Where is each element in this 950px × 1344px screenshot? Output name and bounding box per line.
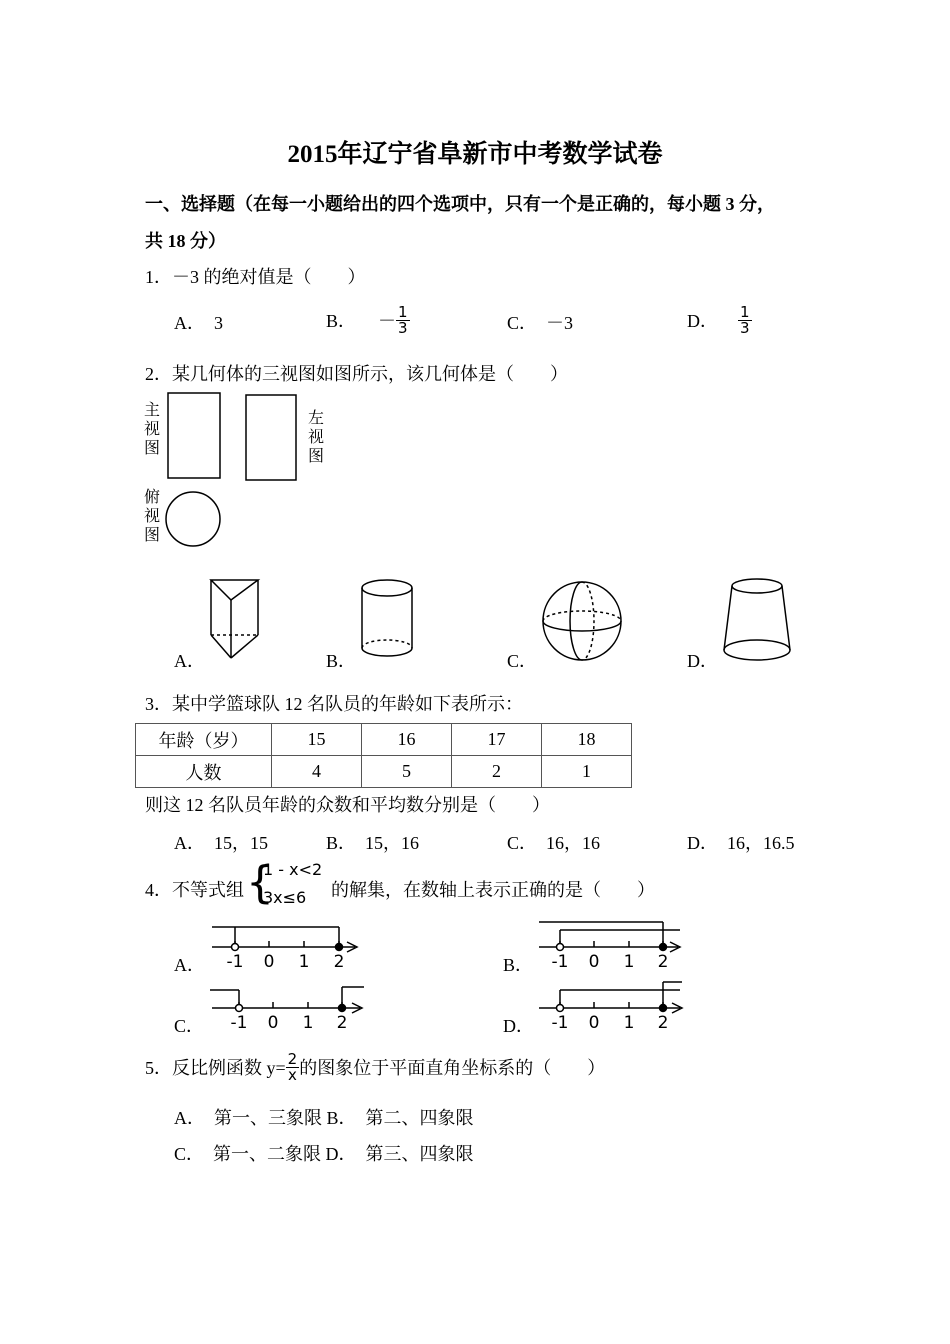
q1-option-c: C． －3 bbox=[507, 313, 574, 333]
tick-label: 1 bbox=[623, 1013, 635, 1033]
number-line-a bbox=[212, 927, 357, 952]
q1-option-b-sign: － bbox=[378, 311, 397, 331]
q3-option-b: B． 15，16 bbox=[326, 833, 420, 853]
q5-options-ab: A． 第一、三象限 B． 第二、四象限 bbox=[174, 1108, 474, 1128]
tick-label: -1 bbox=[551, 952, 569, 972]
section-heading-line2: 共 18 分） bbox=[145, 231, 226, 251]
q4-option-b: B． bbox=[503, 955, 534, 975]
q1-option-a: A． 3 bbox=[174, 313, 223, 333]
tick-label: 2 bbox=[657, 1013, 669, 1033]
q2-option-a: A． bbox=[174, 651, 205, 671]
table-cell: 4 bbox=[272, 756, 362, 788]
q5-options-cd: C． 第一、二象限 D． 第三、四象限 bbox=[174, 1144, 474, 1164]
number-line-c-ticks bbox=[231, 1013, 348, 1033]
q3-option-c: C． 16，16 bbox=[507, 833, 601, 853]
tick-label: 1 bbox=[623, 952, 635, 972]
q1-stem: 1．－3 的绝对值是（ ） bbox=[145, 267, 366, 287]
tick-label: 0 bbox=[263, 952, 275, 972]
table-cell: 16 bbox=[362, 724, 452, 756]
system-brace: { bbox=[246, 857, 274, 908]
q2-option-b: B． bbox=[326, 651, 357, 671]
front-view-label: 主视图 bbox=[143, 400, 160, 457]
number-line-c bbox=[210, 987, 364, 1013]
q4-stem-pre: 4．不等式组 bbox=[145, 880, 244, 900]
table-cell: 15 bbox=[272, 724, 362, 756]
fraction-denominator: 3 bbox=[740, 318, 750, 337]
side-view-label: 左视图 bbox=[307, 408, 324, 465]
inequality-2: 3x≤6 bbox=[263, 888, 307, 907]
q2-stem: 2．某几何体的三视图如图所示，该几何体是（ ） bbox=[145, 364, 568, 384]
q1-option-b-label: B． bbox=[326, 311, 357, 331]
q5-fraction bbox=[286, 1049, 300, 1084]
section-heading-line1: 一、选择题（在每一小题给出的四个选项中，只有一个是正确的，每小题 3 分， bbox=[145, 194, 775, 214]
q4-stem-post: 的解集，在数轴上表示正确的是（ ） bbox=[331, 880, 655, 900]
q4-option-a: A． bbox=[174, 955, 205, 975]
fraction-numerator: 1 bbox=[398, 302, 408, 321]
number-line-b bbox=[539, 922, 680, 952]
q3-option-d: D． 16，16.5 bbox=[687, 833, 795, 853]
q1-option-d-label: D． bbox=[687, 311, 718, 331]
q5-stem-post: 的图象位于平面直角坐标系的（ ） bbox=[299, 1058, 606, 1078]
inequality-1: 1 - x<2 bbox=[263, 860, 323, 879]
top-view-label: 俯视图 bbox=[143, 487, 160, 544]
table-cell: 年龄（岁） bbox=[136, 724, 272, 756]
tick-label: 0 bbox=[588, 952, 600, 972]
tick-label: 2 bbox=[336, 1013, 348, 1033]
q2-option-c: C． bbox=[507, 651, 538, 671]
q4-option-d: D． bbox=[503, 1016, 534, 1036]
fraction-denominator: x bbox=[287, 1065, 297, 1084]
tick-label: -1 bbox=[226, 952, 244, 972]
table-cell: 18 bbox=[542, 724, 632, 756]
q5-stem-pre: 5．反比例函数 y= bbox=[145, 1058, 286, 1078]
table-cell: 人数 bbox=[136, 756, 272, 788]
tick-label: 0 bbox=[267, 1013, 279, 1033]
fraction-numerator: 1 bbox=[740, 302, 750, 321]
q2-option-d: D． bbox=[687, 651, 718, 671]
number-line-d-ticks bbox=[552, 1013, 669, 1033]
tick-label: 1 bbox=[298, 952, 310, 972]
q5-stem bbox=[145, 1046, 605, 1088]
q3-option-a: A． 15，15 bbox=[174, 833, 268, 853]
table-cell: 2 bbox=[452, 756, 542, 788]
tick-label: 0 bbox=[588, 1013, 600, 1033]
number-line-a-ticks bbox=[227, 952, 345, 972]
page-title: 2015年辽宁省阜新市中考数学试卷 bbox=[287, 141, 663, 168]
fraction-numerator: 2 bbox=[287, 1049, 298, 1068]
q3-question: 则这 12 名队员年龄的众数和平均数分别是（ ） bbox=[145, 795, 550, 815]
table-cell: 17 bbox=[452, 724, 542, 756]
table-cell: 5 bbox=[362, 756, 452, 788]
tick-label: 1 bbox=[302, 1013, 314, 1033]
fraction-denominator: 3 bbox=[398, 318, 408, 337]
number-line-d bbox=[539, 982, 682, 1013]
tick-label: 2 bbox=[657, 952, 669, 972]
tick-label: -1 bbox=[230, 1013, 248, 1033]
tick-label: 2 bbox=[333, 952, 345, 972]
table-cell: 1 bbox=[542, 756, 632, 788]
number-line-b-ticks bbox=[552, 952, 669, 972]
q4-option-c: C． bbox=[174, 1016, 205, 1036]
q3-stem: 3．某中学篮球队 12 名队员的年龄如下表所示： bbox=[145, 694, 523, 714]
tick-label: -1 bbox=[551, 1013, 569, 1033]
